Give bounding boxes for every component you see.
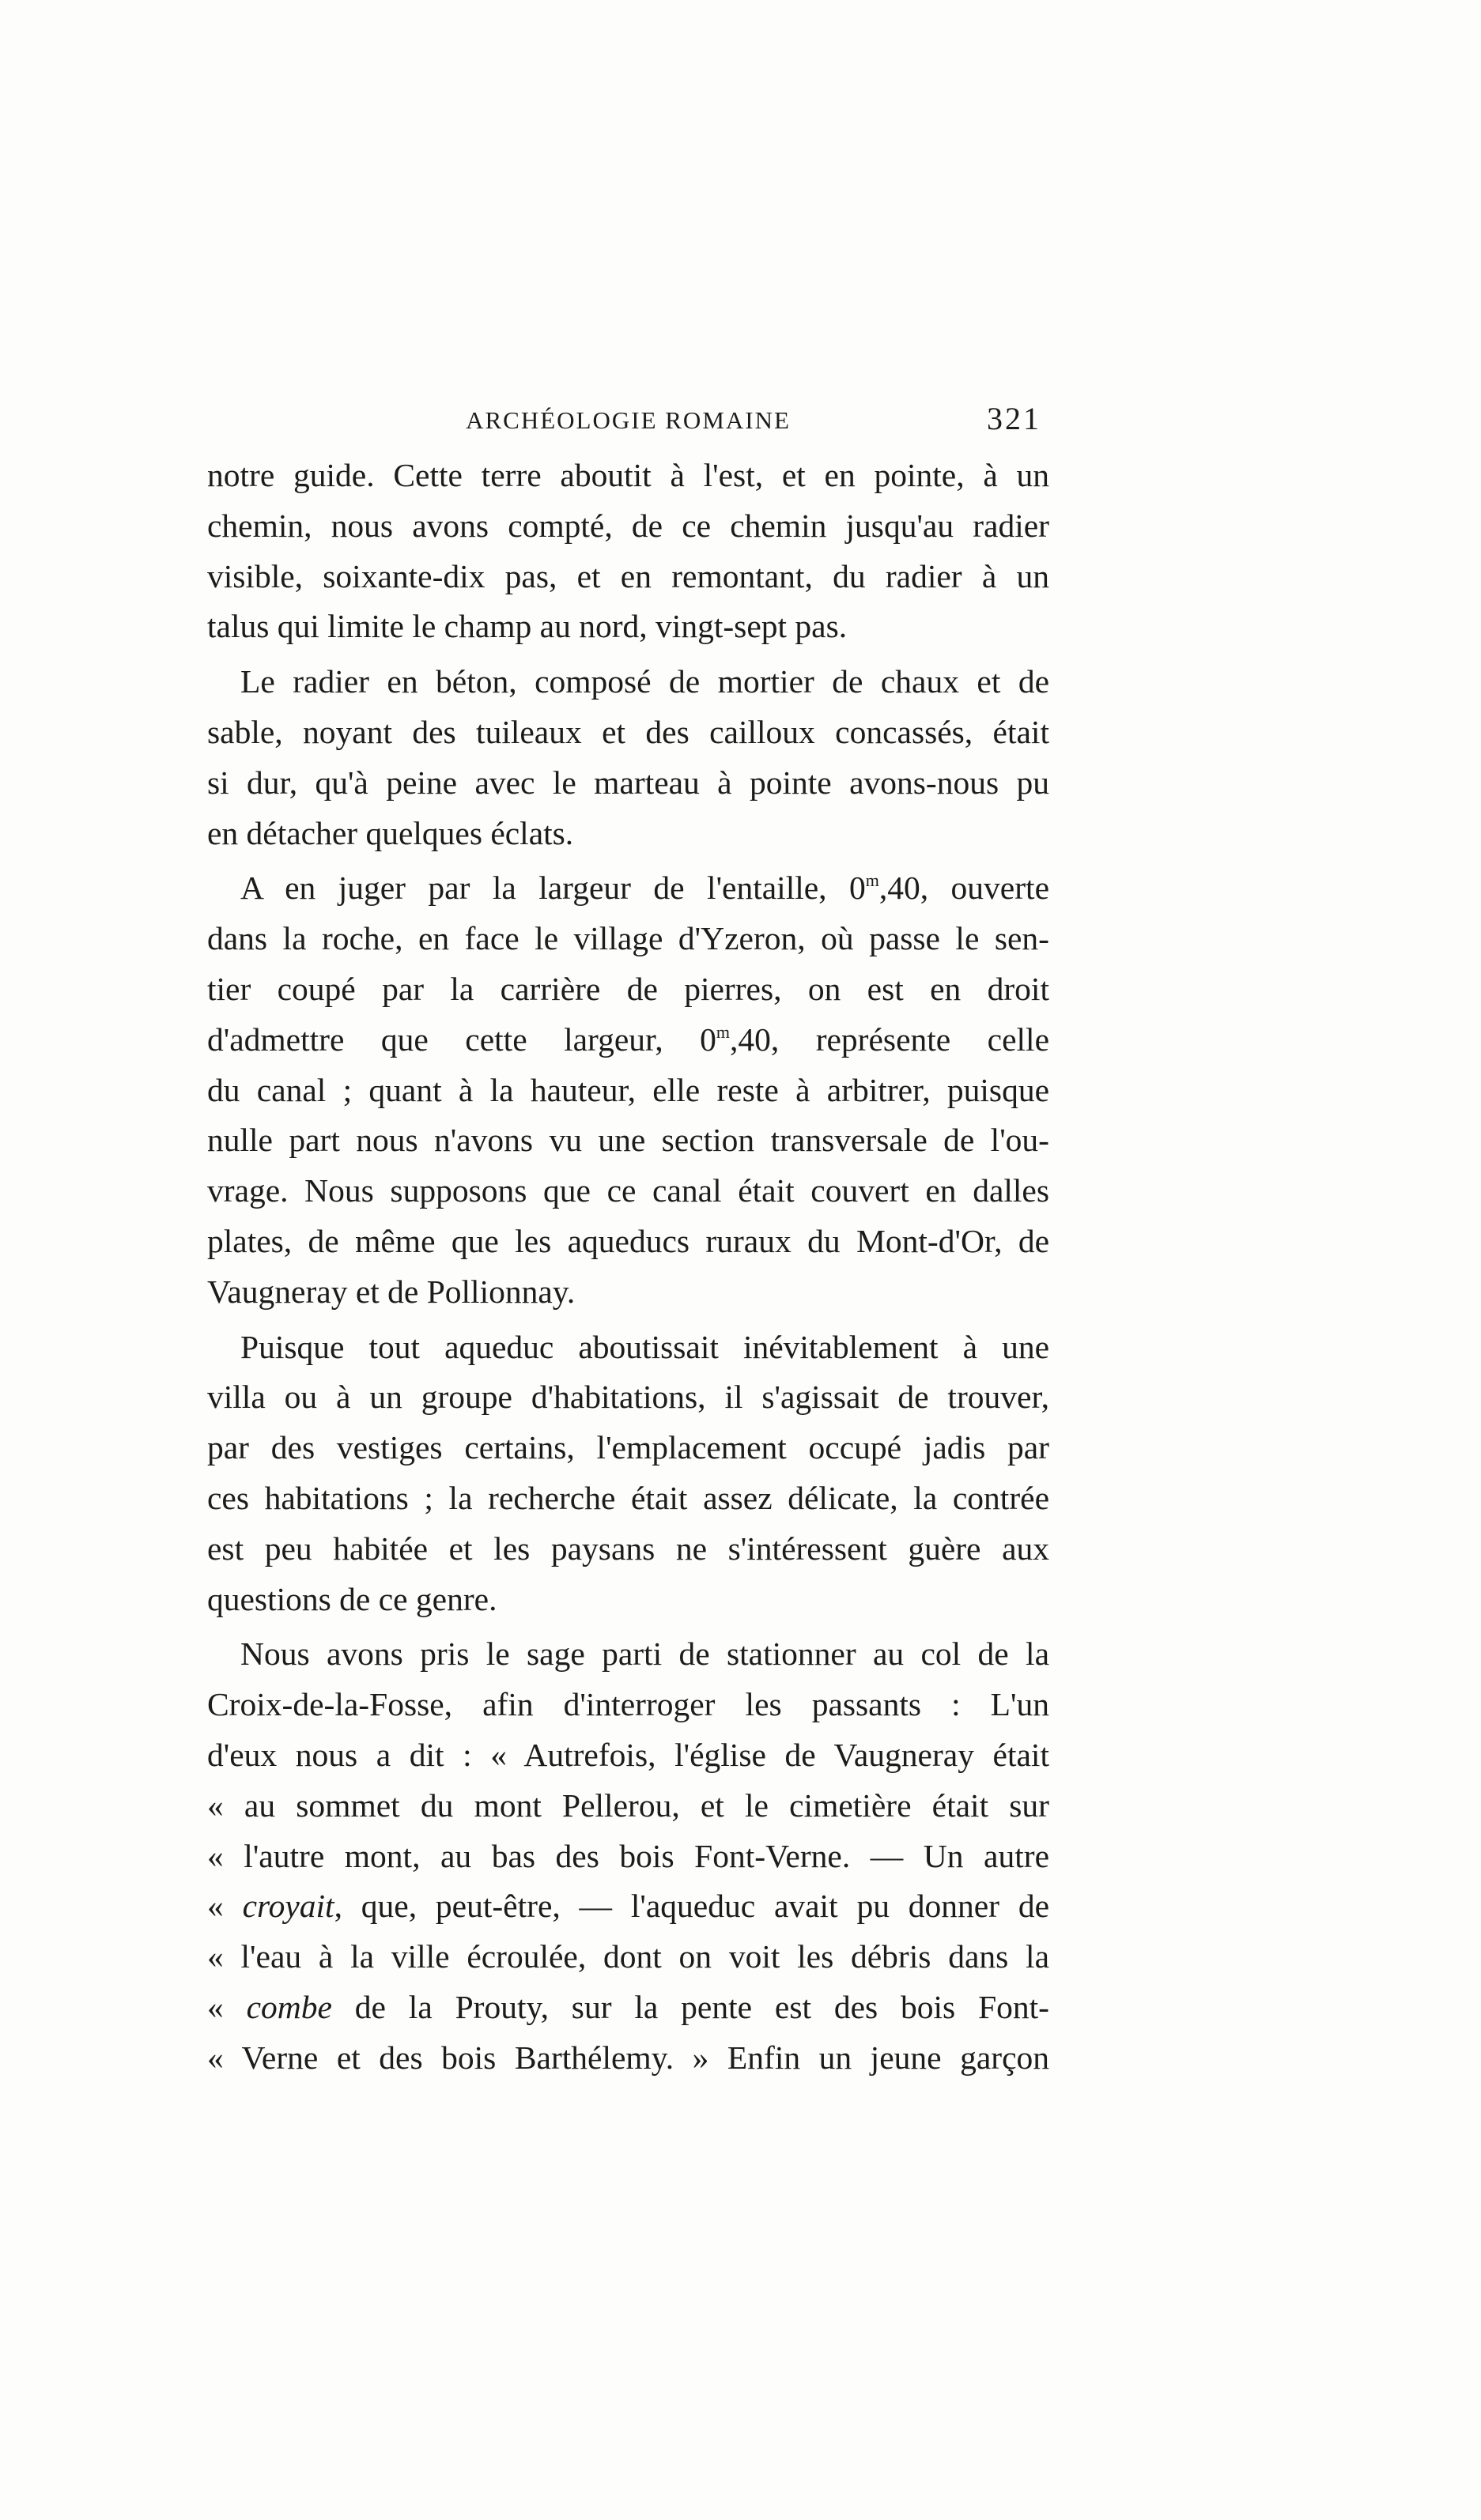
- text-line: ces habitations ; la recherche était assez délicate, la contrée: [207, 1479, 1049, 1516]
- text-line: Nous avons pris le sage parti de stationner au col de la: [240, 1635, 1049, 1673]
- text-line: A en juger par la largeur de l'entaille, 0$^m$,40, ouverte: [240, 870, 1049, 907]
- text-line: est peu habitée et les paysans ne s'intéressent guère aux: [207, 1530, 1049, 1567]
- paragraph: [207, 1629, 1049, 2083]
- text-line: visible, soixante-dix pas, et en remontant, du radier à un: [207, 557, 1049, 594]
- text-line: si dur, qu'à peine avec le marteau à pointe avons-nous pu: [207, 764, 1049, 801]
- page-number: 321: [987, 401, 1041, 436]
- text-line: tier coupé par la carrière de pierres, on est en droit: [207, 970, 1049, 1007]
- text-line: nulle part nous n'avons vu une section transversale de l'ou-: [207, 1122, 1049, 1159]
- text-line: en détacher quelques éclats.: [207, 814, 574, 851]
- text-line: plates, de même que les aqueducs ruraux du Mont-d'Or, de: [207, 1222, 1049, 1259]
- paragraph: [207, 657, 1049, 858]
- running-header: [207, 395, 1049, 451]
- text-line: « croyait, que, peut-être, — l'aqueduc avait pu donner de: [207, 1888, 1049, 1925]
- text-line: « Verne et des bois Barthélemy. » Enfin un jeune garçon: [207, 2039, 1049, 2076]
- text-line: Puisque tout aqueduc aboutissait inévitablement à une: [240, 1328, 1049, 1365]
- text-line: d'admettre que cette largeur, 0$^m$,40, représente celle: [207, 1020, 1049, 1058]
- text-line: du canal ; quant à la hauteur, elle reste à arbitrer, puisque: [207, 1071, 1049, 1108]
- text-line: vrage. Nous supposons que ce canal était couvert en dalles: [207, 1172, 1049, 1209]
- book-page: [207, 395, 1049, 2084]
- paragraph: [207, 1322, 1049, 1625]
- text-line: Le radier en béton, composé de mortier de chaux et de: [240, 663, 1049, 700]
- text-line: Croix-de-la-Fosse, afin d'interroger les passants : L'un: [207, 1686, 1049, 1723]
- text-line: « combe de la Prouty, sur la pente est des bois Font-: [207, 1988, 1049, 2025]
- text-line: notre guide. Cette terre aboutit à l'est, et en pointe, à un: [207, 457, 1049, 493]
- text-line: villa ou à un groupe d'habitations, il s'agissait de trouver,: [207, 1379, 1049, 1416]
- text-line: « l'eau à la ville écroulée, dont on voit les débris dans la: [207, 1938, 1049, 1975]
- running-title: ARCHÉOLOGIE ROMAINE: [466, 406, 791, 434]
- text-line: « au sommet du mont Pellerou, et le cimetière était sur: [207, 1786, 1049, 1824]
- text-line: sable, noyant des tuileaux et des cailloux concassés, était: [207, 713, 1049, 750]
- text-line: chemin, nous avons compté, de ce chemin jusqu'au radier: [207, 507, 1049, 544]
- text-line: « l'autre mont, au bas des bois Font-Verne. — Un autre: [207, 1837, 1049, 1874]
- paragraph: [207, 863, 1049, 1317]
- text-line: talus qui limite le champ au nord, vingt-sept pas.: [207, 608, 848, 645]
- paragraph: [207, 451, 1049, 652]
- text-line: Vaugneray et de Pollionnay.: [207, 1273, 576, 1310]
- text-line: dans la roche, en face le village d'Yzeron, où passe le sen-: [207, 920, 1049, 957]
- text-line: questions de ce genre.: [207, 1580, 497, 1617]
- text-line: d'eux nous a dit : « Autrefois, l'église de Vaugneray était: [207, 1736, 1049, 1773]
- text-line: par des vestiges certains, l'emplacement occupé jadis par: [207, 1429, 1049, 1466]
- body-text: [207, 451, 1049, 2084]
